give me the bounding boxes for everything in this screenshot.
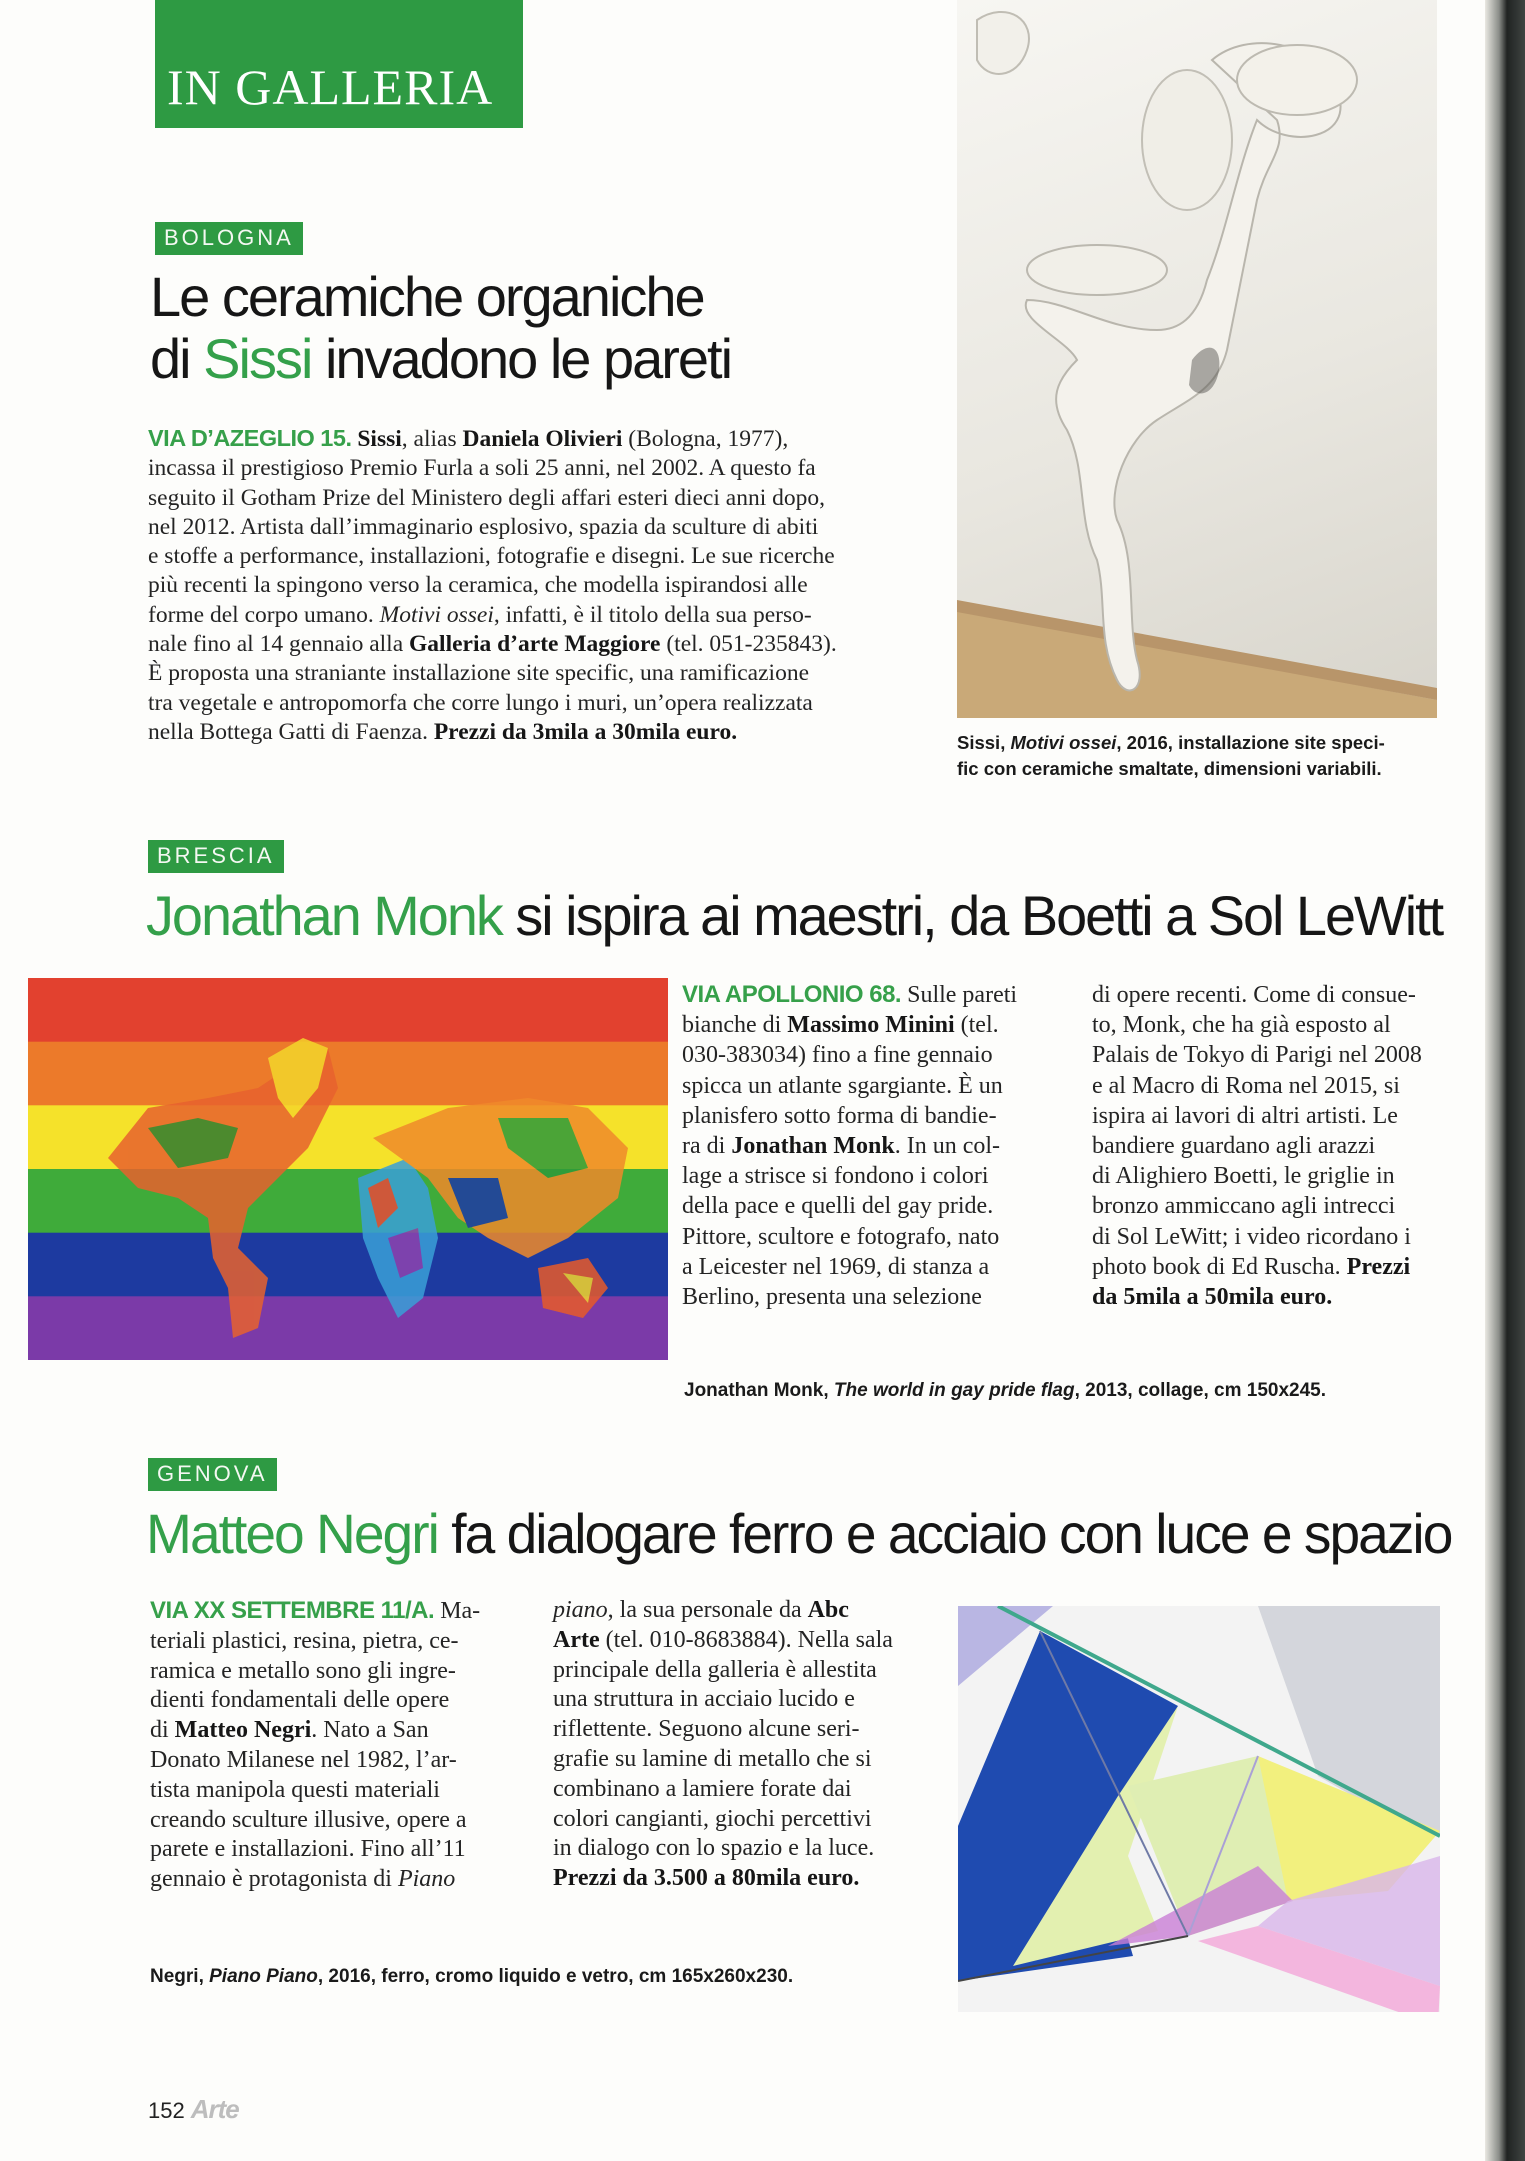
text-run: The world in gay pride flag [833,1380,1075,1401]
text-run: di [150,1717,175,1744]
address-lead: VIA APOLLONIO 68. [682,981,902,1008]
text-line [553,1745,913,1775]
text-run: fic con ceramiche smaltate, dimensioni variabili. [957,758,1382,779]
text-run: Abc [807,1597,849,1623]
text-run: dienti fondamentali delle opere [150,1687,450,1714]
city-tag-brescia: BRESCIA [148,840,284,873]
text-run: di opere recenti. Come di consue- [1092,982,1416,1008]
text-line [1092,1222,1440,1252]
text-run: da 5mila a 50mila euro. [1092,1284,1333,1311]
text-run: di Alighiero Boetti, le griglie in [1092,1163,1395,1190]
headline-genova [146,1502,1451,1566]
text-line [1092,1101,1440,1131]
text-line [148,424,928,454]
text-run: piano [553,1597,608,1623]
text-run: photo book di Ed Ruscha. [1092,1253,1347,1280]
artwork-image-sissi [957,0,1437,718]
text-run: tista manipola questi materiali [150,1776,440,1803]
text-line [1092,1071,1440,1101]
text-line [682,1010,1048,1040]
text-run: Sissi, [957,732,1011,753]
text-line [682,1101,1048,1131]
text-line [553,1596,913,1626]
text-run: teriali plastici, resina, pietra, ce- [150,1627,459,1654]
text-run: (Bologna, 1977), [622,426,789,452]
text-run: gennaio è protagonista di [150,1866,398,1893]
text-run: Jonathan Monk [731,1133,895,1160]
text-run: Matteo Negri [174,1717,312,1744]
text-run: , 2016, installazione site speci- [1116,732,1385,753]
text-run: nel 2012. Artista dall’immaginario esplosivo, spazia da sculture di abiti [148,513,819,540]
text-line [150,1746,512,1776]
address-lead: VIA D’AZEGLIO 15. [148,425,352,451]
text-run: Arte [553,1626,600,1653]
text-run: Berlino, presenta una selezione [682,1284,982,1311]
text-run: , infatti, è il titolo della sua perso- [493,601,812,628]
text-run: Galleria d’arte Maggiore [409,631,661,658]
article-body-genova-col1 [150,1596,512,1895]
text-line [1092,1252,1440,1282]
headline-text: si ispira ai maestri, da Boetti a Sol LeWitt [501,884,1443,947]
text-run: creando sculture illusive, opere a [150,1806,467,1833]
headline-bologna [150,266,731,390]
text-run: bronzo ammiccano agli intrecci [1092,1193,1396,1220]
headline-text: invadono le pareti [311,327,732,390]
text-line [148,571,928,600]
headline-artist-name: Matteo Negri [146,1502,438,1565]
text-line [682,1161,1048,1191]
text-line [684,1378,1326,1404]
text-run: a Leicester nel 1969, di stanza a [682,1253,990,1280]
text-run: . Nato a San [311,1717,429,1744]
flag-stripe [28,978,668,1043]
text-line [1092,1010,1440,1040]
text-line [682,1191,1048,1221]
caption-sissi [957,730,1385,782]
text-run: parete e installazioni. Fino all’11 [150,1836,466,1863]
text-run: Pittore, scultore e fotografo, nato [682,1223,1000,1250]
text-run: Piano Piano [209,1966,318,1987]
text-run: ra di [682,1133,732,1160]
text-line [150,1776,512,1806]
article-body-genova-col2 [553,1596,913,1894]
magazine-logo: Arte [190,2094,239,2124]
artwork-image-negri [958,1606,1440,2012]
text-line [553,1626,913,1656]
text-run: Motivi ossei [379,601,494,628]
headline-brescia [146,884,1442,948]
text-line [682,1282,1048,1312]
text-run: Palais de Tokyo di Parigi nel 2008 [1092,1042,1422,1069]
text-line [957,730,1385,756]
rainbow-flag-world-map [28,978,668,1360]
text-line [150,1865,512,1895]
text-run: , alias [401,426,463,452]
text-run: planisfero sotto forma di bandie- [682,1102,997,1129]
article-body-brescia-col2 [1092,980,1440,1312]
text-run: ispira ai lavori di altri artisti. Le [1092,1102,1398,1129]
text-line [148,689,928,718]
text-run: 030-383034) fino a fine gennaio [682,1042,993,1069]
page-binding-shadow [1485,0,1525,2161]
text-line [150,1964,793,1990]
text-line [682,1040,1048,1070]
section-banner [155,0,523,128]
text-line [148,601,928,630]
text-line [553,1805,913,1835]
text-run: (tel. 051-235843). [660,631,837,658]
text-run: (tel. [954,1012,999,1039]
caption-monk [684,1378,1326,1404]
text-run: Daniela Olivieri [462,426,623,452]
text-line [682,980,1048,1010]
text-run: Jonathan Monk, [684,1380,834,1401]
article-body-brescia-col1 [682,980,1048,1312]
text-run: di Sol LeWitt; i video ricordano i [1092,1223,1411,1250]
text-run: principale della galleria è allestita [553,1656,877,1683]
text-line [150,1835,512,1865]
text-line [553,1715,913,1745]
text-run: Massimo Minini [787,1012,955,1039]
text-line [150,1627,512,1657]
text-run: (tel. 010-8683884). Nella sala [599,1626,893,1653]
text-line [148,513,928,542]
ceramic-sculpture-illustration [957,0,1437,718]
text-run: riflettente. Seguono alcune seri- [553,1716,860,1743]
text-run: . In un col- [894,1133,1001,1160]
text-line [682,1252,1048,1282]
caption-text [150,1964,793,1990]
text-run: Motivi ossei [1010,732,1117,753]
text-line [148,542,928,571]
text-line [150,1686,512,1716]
text-run: e stoffe a performance, installazioni, fotografie e disegni. Le sue ricerche [148,543,835,570]
text-run: seguito il Gotham Prize del Ministero degli affari esteri dieci anni dopo, [148,484,825,511]
text-line [553,1775,913,1805]
page-footer [148,2094,239,2125]
section-title: IN GALLERIA [167,59,494,115]
text-line [1092,1161,1440,1191]
text-line [1092,1040,1440,1070]
text-line [682,1222,1048,1252]
address-lead: VIA XX SETTEMBRE 11/A. [150,1597,435,1624]
text-run: tra vegetale e antropomorfa che corre lungo i muri, un’opera realizzata [148,689,813,716]
text-line [553,1685,913,1715]
text-run: bandiere guardano agli arazzi [1092,1133,1376,1160]
text-run: , la sua personale da [607,1597,808,1623]
text-line [148,454,928,483]
text-run: lage a strisce si fondono i colori [682,1163,989,1190]
text-line [150,1596,512,1627]
text-line [150,1657,512,1687]
text-line [553,1864,913,1894]
text-run: Donato Milanese nel 1982, l’ar- [150,1746,457,1773]
text-run: Piano [397,1866,456,1893]
caption-text [684,1378,1326,1404]
text-run: Prezzi da 3.500 a 80mila euro. [553,1865,860,1892]
text-line [1092,1282,1440,1312]
text-run: nella Bottega Gatti di Faenza. [148,718,434,745]
text-run: combinano a lamiere forate dai [553,1775,852,1802]
text-line [148,659,928,688]
text-line [150,1806,512,1836]
text-line [148,718,928,747]
text-run: bianche di [682,1012,788,1039]
text-run: , 2013, collage, cm 150x245. [1074,1380,1327,1401]
headline-text: fa dialogare ferro e acciaio con luce e spazio [437,1502,1452,1565]
text-line [1092,1131,1440,1161]
text-run: colori cangianti, giochi percettivi [553,1805,872,1832]
text-run: una struttura in acciaio lucido e [553,1686,855,1713]
text-run: Sissi [357,426,402,452]
caption-negri [150,1964,793,1990]
text-line [682,1131,1048,1161]
text-run: forme del corpo umano. [148,601,380,628]
text-run: Negri, [150,1966,210,1987]
text-run: ramica e metallo sono gli ingre- [150,1657,456,1684]
text-run: della pace e quelli del gay pride. [682,1193,994,1220]
caption-text [957,730,1385,782]
text-line [553,1656,913,1686]
artwork-image-monk [28,978,668,1360]
text-run: grafie su lamine di metallo che si [553,1745,872,1772]
headline-line-1: Le ceramiche organiche [150,265,704,328]
city-tag-bologna: BOLOGNA [155,222,303,255]
text-line [150,1716,512,1746]
text-run: in dialogo con lo spazio e la luce. [553,1835,875,1862]
text-line [148,630,928,659]
headline-text: di [150,327,204,390]
text-run: Ma- [434,1598,481,1624]
text-run: Prezzi [1346,1253,1411,1280]
text-run: più recenti la spingono verso la ceramica, che modella ispirandosi alle [148,572,808,599]
text-line [1092,980,1440,1010]
geometric-sculpture-illustration [958,1606,1440,2012]
text-line [682,1071,1048,1101]
headline-line-2 [150,328,731,390]
text-line [1092,1191,1440,1221]
text-line [553,1834,913,1864]
text-run: nale fino al 14 gennaio alla [148,631,410,658]
text-run: , 2016, ferro, cromo liquido e vetro, cm 165x260x230. [317,1966,794,1987]
text-line [957,756,1385,782]
text-run: to, Monk, che ha già esposto al [1092,1012,1391,1039]
page-number: 152 [148,2098,185,2123]
text-run: Sulle pareti [901,982,1018,1008]
text-run: e al Macro di Roma nel 2015, si [1092,1072,1400,1099]
headline-artist-name: Jonathan Monk [146,884,502,947]
text-line [148,484,928,513]
text-run: Prezzi da 3mila a 30mila euro. [433,718,738,745]
text-run: spicca un atlante sgargiante. È un [682,1072,1003,1099]
flag-stripe [28,1042,668,1107]
text-run: incassa il prestigioso Premio Furla a soli 25 anni, nel 2002. A questo fa [148,455,816,482]
city-tag-genova: GENOVA [148,1458,277,1491]
article-body-bologna [148,424,928,747]
text-run: È proposta una straniante installazione site specific, una ramificazione [148,660,810,687]
headline-artist-name: Sissi [203,327,312,390]
